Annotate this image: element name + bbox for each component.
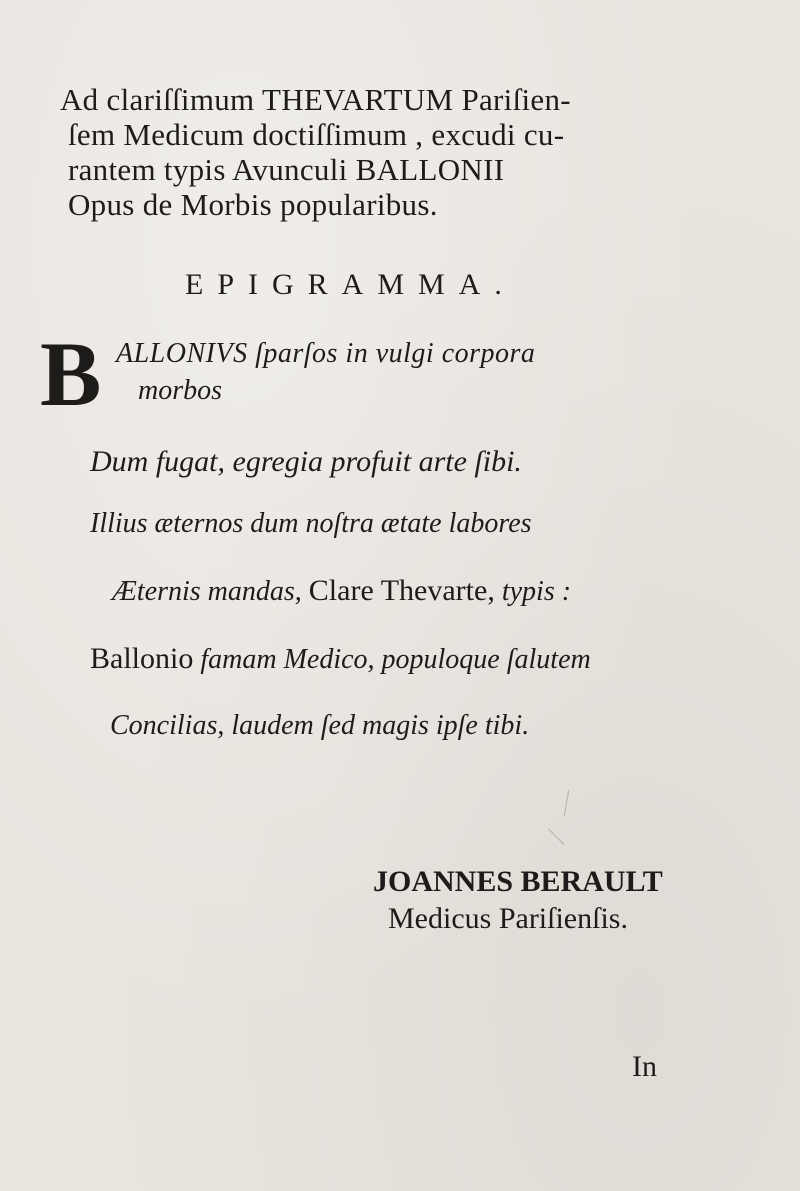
verse-line (112, 574, 571, 608)
verse-text: Dum fugat, egregia profuit arte ſibi. (90, 445, 522, 478)
verse-text: ALLONIVS ſparſos in vulgi corpora (116, 338, 536, 369)
verse-line (90, 445, 522, 479)
verse-line (116, 338, 535, 370)
signature-title: Medicus Pariſienſis. (388, 902, 628, 935)
verse-text: Concilias, laudem ſed magis ipſe tibi. (110, 710, 530, 741)
verse-text: famam Medico, populoque ſalutem (200, 644, 591, 675)
dedication (60, 82, 760, 222)
verse-text-roman: Ballonio (90, 642, 194, 675)
catchword: In (632, 1050, 657, 1083)
verse-text: Æternis mandas, (112, 576, 302, 607)
verse-text: typis : (501, 576, 572, 607)
drop-cap: B (40, 323, 102, 425)
ink-mark (548, 829, 564, 845)
verse-line (110, 710, 529, 742)
ink-mark (564, 790, 569, 816)
dedication-line: Opus de Morbis popularibus. (68, 187, 438, 222)
verse-line (90, 508, 532, 540)
dedication-line: Ad clariſſimum THEVARTUM Pariſien- (60, 82, 571, 117)
signature-name: JOANNES BERAULT (373, 865, 663, 898)
verse-text: morbos (138, 375, 223, 406)
dedication-line: ſem Medicum doctiſſimum , excudi cu- (68, 117, 565, 152)
verse-line (138, 375, 222, 407)
epigram-title: EPIGRAMMA. (185, 268, 516, 301)
dedication-line: rantem typis Avunculi BALLONII (68, 152, 505, 187)
verse-text-roman: Clare Thevarte, (308, 574, 495, 607)
verse-text: Illius æternos dum noſtra ætate labores (90, 508, 532, 539)
verse-line (90, 642, 591, 676)
